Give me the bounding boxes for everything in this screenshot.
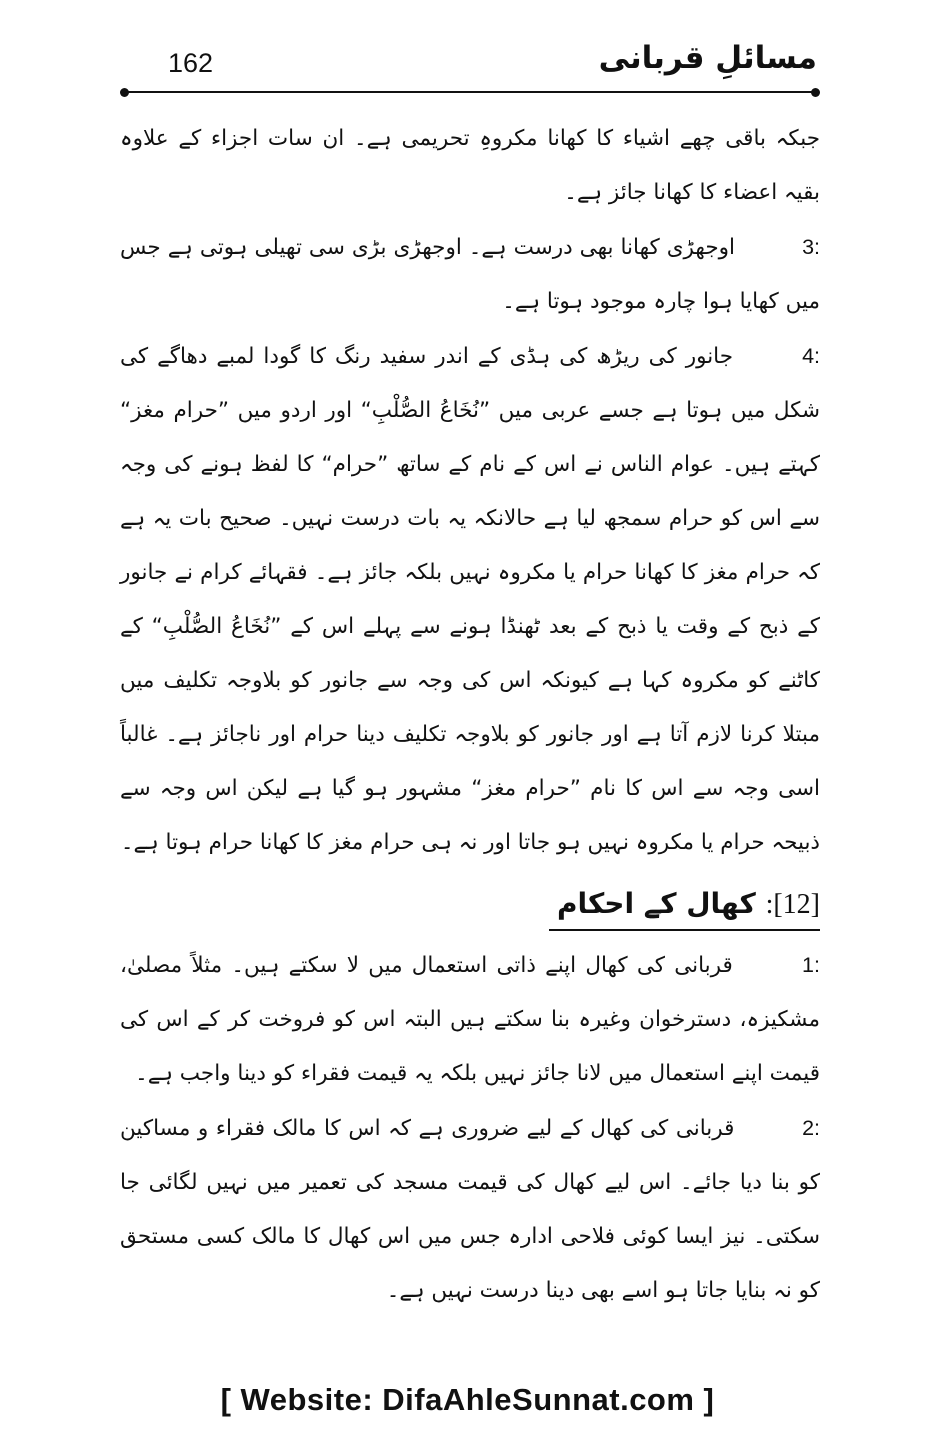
page-number: 162 — [168, 48, 214, 78]
paragraph — [120, 329, 820, 870]
section-title: کھال کے احکام — [556, 887, 756, 920]
website-footer: [ Website: DifaAhleSunnat.com ] — [220, 1382, 715, 1417]
paragraph-text: جانور کی ریڑھ کی ہڈی کے اندر سفید رنگ کا گودا لمبے دھاگے کی شکل میں ہوتا ہے جسے عربی میں ”نُخَاعُ الصُّلْبِ“ اور اردو میں ”حرام مغز“ کہتے ہیں۔ عوام الناس نے اس کے نام کے ساتھ ”حرام“ کا لفظ ہونے کی وجہ سے اس کو حرام سمجھ لیا ہے حالانکہ یہ بات درست نہیں۔ صحیح بات یہ ہے کہ حرام مغز کا کھانا حرام یا مکروہ نہیں بلکہ جائز ہے۔ فقہائے کرام نے جانور کے ذبح کے وقت یا ذبح کے بعد ٹھنڈا ہونے سے پہلے اس کے ”نُخَاعُ الصُّلْبِ“ کے کاٹنے کو مکروہ کہا ہے کیونکہ اس کی وجہ سے جانور کو بلاوجہ تکلیف میں مبتلا کرنا لازم آتا ہے اور جانور کو بلاوجہ تکلیف دینا حرام اور ناجائز ہے۔ غالباً اسی وجہ سے اس کا نام ”حرام مغز“ مشہور ہو گیا ہے لیکن اس وجہ سے ذبیحہ حرام یا مکروہ نہیں ہو جاتا اور نہ ہی حرام مغز کا کھانا حرام ہوتا ہے۔ — [120, 344, 820, 855]
paragraph-number: 2: — [802, 1116, 820, 1140]
header-rule — [120, 88, 820, 96]
page-header — [0, 0, 935, 110]
section-number: [12]: — [765, 889, 820, 920]
paragraph-number: 1: — [802, 953, 820, 977]
page-body — [120, 112, 820, 1318]
rule-end-dot — [811, 88, 820, 97]
paragraph-text: قربانی کی کھال کے لیے ضروری ہے کہ اس کا مالک فقراء و مساکین کو بنا دیا جائے۔ اس لیے کھال کی قیمت مسجد کی تعمیر میں نہیں لگائی جا سکتی۔ نیز ایسا کوئی فلاحی ادارہ جس میں اس کھال کا مالک کسی مستحق کو نہ بنایا جاتا ہو اسے بھی دینا درست نہیں ہے۔ — [120, 1116, 820, 1303]
book-title: مسائلِ قربانی — [598, 40, 817, 76]
paragraph-number: 4: — [802, 344, 820, 368]
paragraph — [120, 1101, 820, 1318]
paragraph-number: 3: — [802, 235, 820, 259]
paragraph — [120, 220, 820, 329]
paragraph — [120, 938, 820, 1101]
section-heading — [120, 876, 820, 934]
section-heading-box — [549, 882, 820, 931]
paragraph — [120, 112, 820, 220]
paragraph-text: قربانی کی کھال اپنے ذاتی استعمال میں لا سکتے ہیں۔ مثلاً مصلیٰ، مشکیزہ، دسترخوان وغیرہ بنا سکتے ہیں البتہ اس کو فروخت کر کے اس کی قیمت اپنے استعمال میں لانا جائز نہیں بلکہ یہ قیمت فقراء کو دینا واجب ہے۔ — [120, 953, 820, 1086]
paragraph-text: جبکہ باقی چھے اشیاء کا کھانا مکروہِ تحریمی ہے۔ ان سات اجزاء کے علاوہ بقیہ اعضاء کا کھانا جائز ہے۔ — [120, 126, 820, 205]
rule-line — [126, 91, 814, 93]
paragraph-text: اوجھڑی کھانا بھی درست ہے۔ اوجھڑی بڑی سی تھیلی ہوتی ہے جس میں کھایا ہوا چارہ موجود ہوتا ہے۔ — [120, 235, 820, 314]
